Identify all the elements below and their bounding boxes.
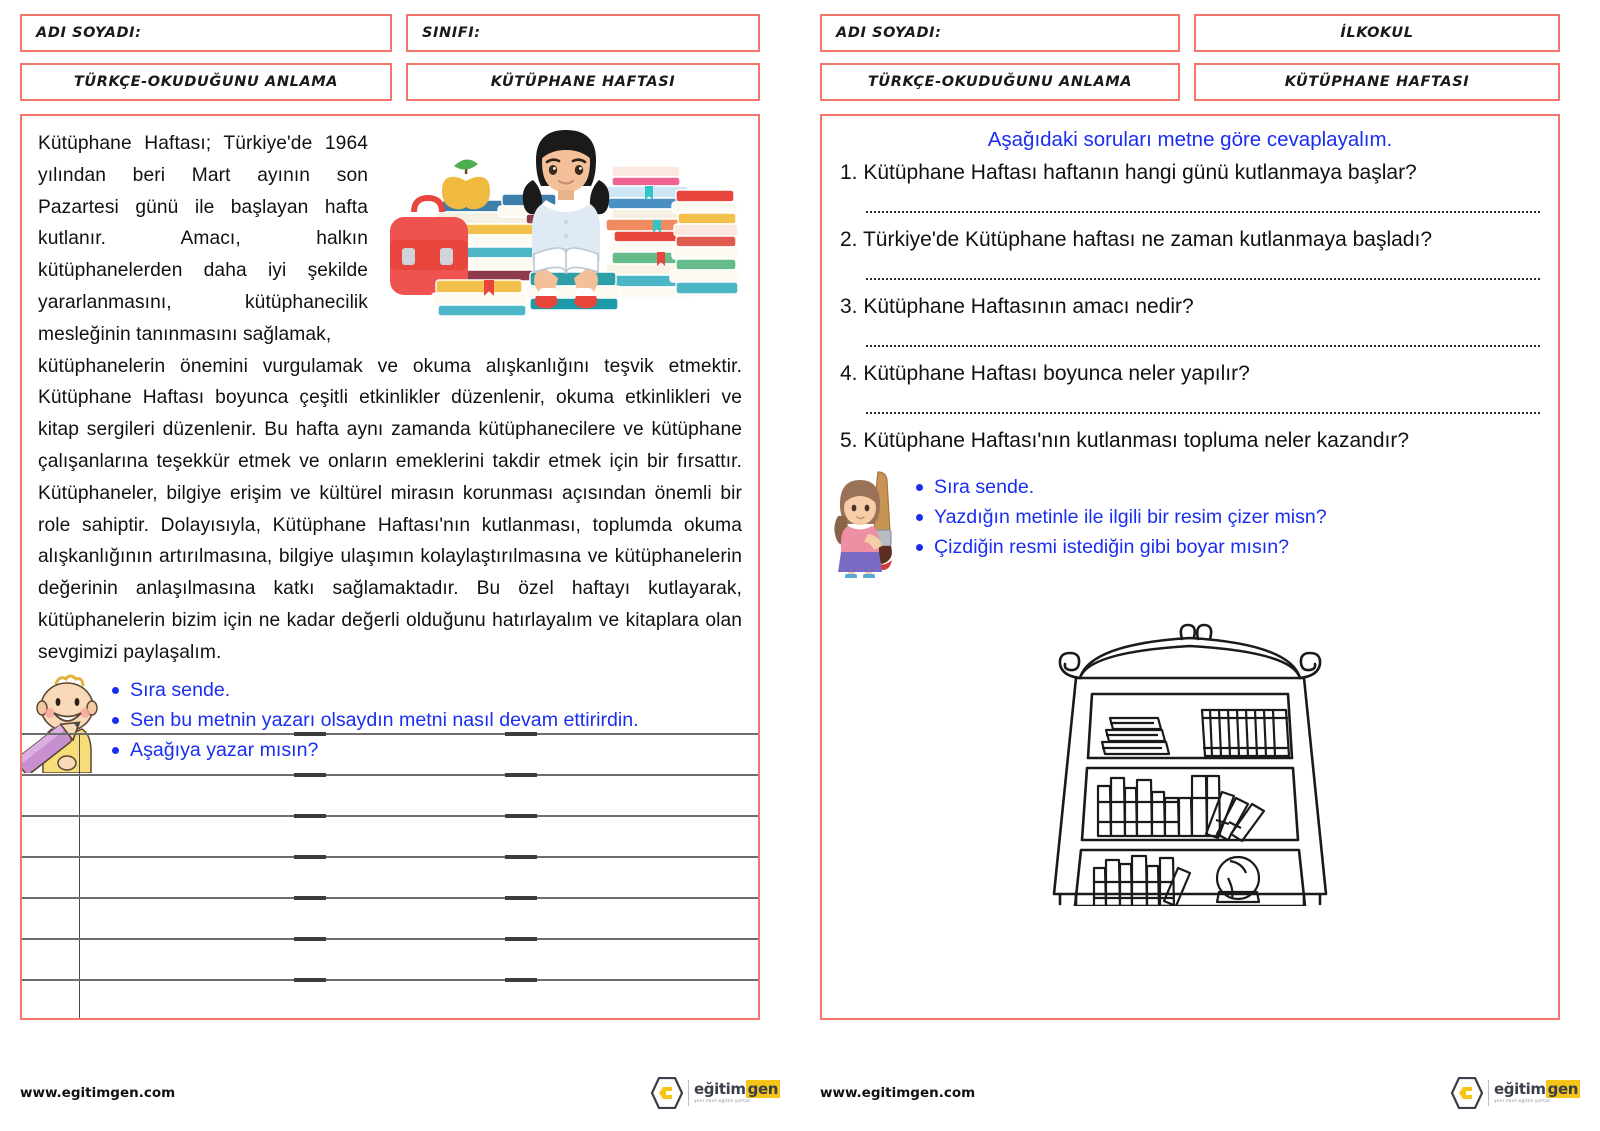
writing-lines-area[interactable] [22, 733, 758, 1018]
writing-tick [294, 855, 326, 859]
body-paragraph: kütüphanelerin önemini vurgulamak ve okuma alışkanlığını teşvik etmektir. Kütüphane Haftası boyunca çeşitli etkinlikler düzenlenir, okuma etkinlikleri ve kitap sergileri düzenlenir. Bu hafta aynı zamanda kütüphanecilere ve kütüphane çalışanlarına teşekkür etmek ve onların emeklerini takdir etmek için bir fırsattır. Kütüphaneler, bilgiye erişim ve kültürel mirasın korunması açısından önemli bir role sahiptir. Dolayısıyla, Kütüphane Haftası'nın kutlanması, toplumda okuma alışkanlığının artırılmasına, bilgiye ulaşımın kolaylaştırılmasına ve kütüphanelerin değerinin anlaşılmasına katkı sağlamaktadır. Bu özel haftayı kutlayarak, kütüphanelerin bizim için ne kadar değerli olduğunu hatırlayalım ve kitaplara olan sevgimizi paylaşalım. [38, 355, 742, 663]
class-field[interactable] [406, 14, 760, 52]
subject-badge [20, 63, 392, 101]
school-label: İLKOKUL [1340, 25, 1414, 41]
logo-word-row [694, 1082, 780, 1097]
right-footer [820, 1077, 1580, 1109]
left-header-row-2 [20, 63, 780, 101]
list-item: Çizdiğin resmi istediğin gibi boyar mısın? [912, 532, 1327, 562]
list-item: Aşağıya yazar mısın? [108, 735, 639, 765]
writing-line [22, 979, 758, 981]
list-item: Sen bu metnin yazarı olsaydın metni nasıl devam ettirirdin. [108, 705, 639, 735]
apple-icon [442, 159, 490, 209]
writing-tick [294, 937, 326, 941]
logo-word-accent: gen [747, 1080, 778, 1099]
logo-word-accent: gen [1547, 1080, 1578, 1099]
writing-tick [505, 896, 537, 900]
answer-line[interactable] [866, 199, 1540, 213]
answer-line[interactable] [866, 400, 1540, 414]
right-page [800, 0, 1600, 1131]
writing-tick [505, 773, 537, 777]
writing-line [22, 733, 758, 735]
list-item: Sıra sende. [912, 472, 1327, 502]
topic-label: KÜTÜPHANE HAFTASI [1284, 74, 1470, 90]
questions-area [822, 116, 1558, 456]
student-name-field[interactable] [20, 14, 392, 52]
bookshelf-coloring-area[interactable] [822, 606, 1558, 906]
writing-tick [505, 732, 537, 736]
intro-paragraph: Kütüphane Haftası; Türkiye'de 1964 yılından beri Mart ayının son Pazartesi günü ile başlayan hafta kutlanır. Amacı, halkın kütüphanelerden daha iyi şekilde yararlanmasını, kütüphanecilik mesleğinin tanınmasını sağlamak, [38, 133, 368, 345]
girl-with-paintbrush-illustration [826, 468, 912, 570]
egitimgen-logo[interactable] [649, 1077, 780, 1109]
question-item: 1. Kütüphane Haftası haftanın hangi günü kutlanmaya başlar? [840, 161, 1417, 184]
writing-line [22, 774, 758, 776]
writing-tick [505, 978, 537, 982]
topic-label: KÜTÜPHANE HAFTASI [490, 74, 676, 90]
writing-line [22, 856, 758, 858]
questions-title: Aşağıdaki soruları metne göre cevaplayalım. [987, 128, 1393, 151]
question-item: 5. Kütüphane Haftası'nın kutlanması topluma neler kazandır? [840, 429, 1410, 452]
logo-divider [688, 1080, 689, 1106]
topic-badge [1194, 63, 1560, 101]
girl-with-paintbrush-svg [826, 468, 912, 578]
topic-badge [406, 63, 760, 101]
intro-with-image [38, 128, 742, 351]
subject-badge [820, 63, 1180, 101]
list-item: Sıra sende. [108, 675, 639, 705]
girl-reading-on-books-illustration [376, 128, 742, 330]
writing-line [22, 897, 758, 899]
subject-label: TÜRKÇE-OKUDUĞUNU ANLAMA [73, 74, 339, 90]
subject-label: TÜRKÇE-OKUDUĞUNU ANLAMA [867, 74, 1133, 90]
right-prompt-block [822, 456, 1558, 570]
class-label: SINIFI: [422, 25, 481, 41]
hexagon-e-logo-icon [649, 1077, 683, 1109]
logo-word-main: eğitim [694, 1080, 746, 1099]
school-badge [1194, 14, 1560, 52]
bookshelf-outline-svg [1030, 606, 1350, 906]
right-header-row-2 [820, 63, 1580, 101]
writing-tick [505, 937, 537, 941]
hexagon-e-logo-icon [1449, 1077, 1483, 1109]
logo-word-row [1494, 1082, 1580, 1097]
writing-line [22, 938, 758, 940]
logo-wordmark [694, 1082, 780, 1104]
writing-line [22, 815, 758, 817]
right-content-frame [820, 114, 1560, 1020]
egitimgen-logo[interactable] [1449, 1077, 1580, 1109]
logo-tagline: yeni nesil eğitim portalı [1494, 1098, 1551, 1104]
writing-tick [294, 896, 326, 900]
student-name-field[interactable] [820, 14, 1180, 52]
logo-tagline: yeni nesil eğitim portalı [694, 1098, 751, 1104]
question-item: 4. Kütüphane Haftası boyunca neler yapılır? [840, 362, 1250, 385]
writing-tick [505, 855, 537, 859]
left-content-frame [20, 114, 760, 1020]
question-item: 2. Türkiye'de Kütüphane haftası ne zaman kutlanmaya başladı? [840, 228, 1432, 251]
right-header-row-1 [820, 14, 1580, 52]
logo-wordmark [1494, 1082, 1580, 1104]
reading-passage [22, 116, 758, 669]
list-item: Yazdığın metinle ile ilgili bir resim çizer misn? [912, 502, 1327, 532]
logo-divider [1488, 1080, 1489, 1106]
answer-line[interactable] [866, 266, 1540, 280]
right-prompt-list [912, 468, 1327, 562]
left-footer [20, 1077, 780, 1109]
left-header-row-1 [20, 14, 780, 52]
writing-tick [505, 814, 537, 818]
site-url[interactable]: www.egitimgen.com [20, 1085, 176, 1101]
logo-word-main: eğitim [1494, 1080, 1546, 1099]
writing-tick [294, 978, 326, 982]
site-url[interactable]: www.egitimgen.com [820, 1085, 976, 1101]
writing-tick [294, 814, 326, 818]
student-name-label: ADI SOYADI: [836, 25, 942, 41]
answer-line[interactable] [866, 333, 1540, 347]
student-name-label: ADI SOYADI: [36, 25, 142, 41]
writing-margin-line [79, 733, 80, 1018]
question-item: 3. Kütüphane Haftasının amacı nedir? [840, 295, 1194, 318]
writing-tick [294, 732, 326, 736]
writing-tick [294, 773, 326, 777]
girl-reading-svg [376, 128, 742, 330]
